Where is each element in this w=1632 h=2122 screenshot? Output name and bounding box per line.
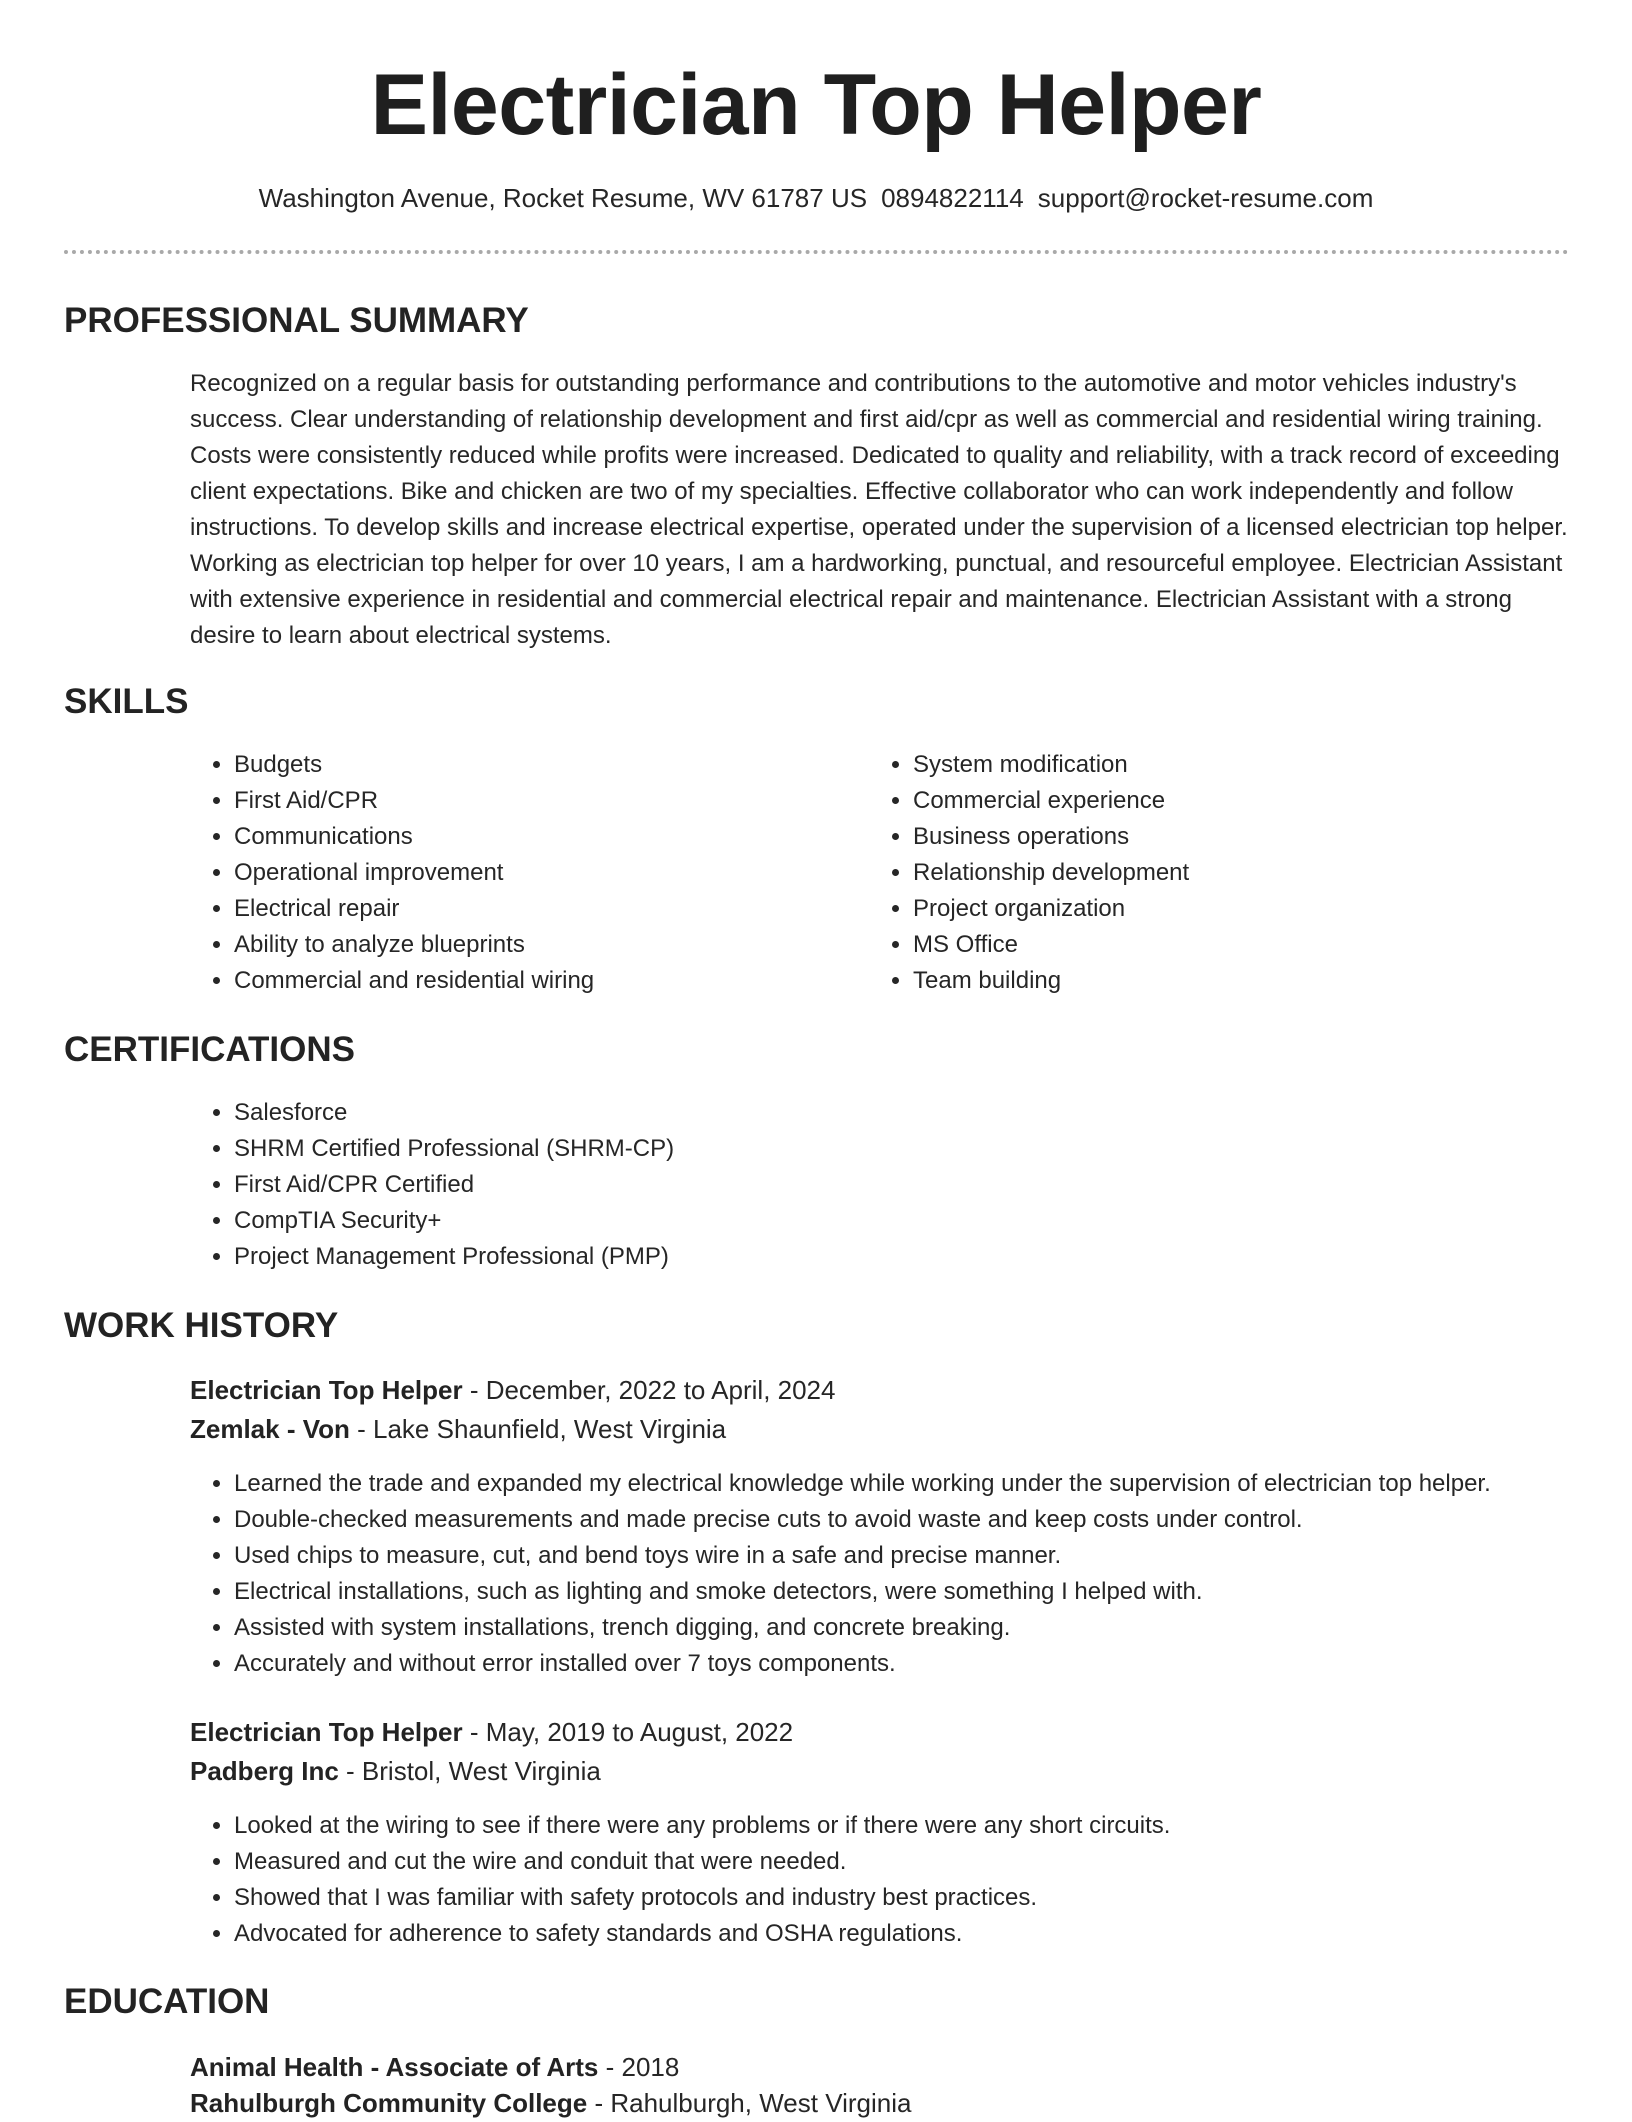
section-title-skills: SKILLS bbox=[64, 682, 189, 721]
list-item: • Budgets bbox=[234, 747, 874, 783]
list-item: • Project organization bbox=[913, 891, 1553, 927]
contact-line bbox=[0, 180, 1632, 216]
list-item: • Advocated for adherence to safety standards and OSHA regulations. bbox=[234, 1916, 1632, 1952]
job-duties-list bbox=[190, 1808, 1632, 1952]
job-location: - Lake Shaunfield, West Virginia bbox=[349, 1414, 727, 1444]
skills-list-left bbox=[190, 747, 874, 999]
list-item: • Electrical installations, such as lighting and smoke detectors, were something I helped with. bbox=[234, 1574, 1632, 1610]
list-item: • CompTIA Security+ bbox=[234, 1203, 1434, 1239]
education-location: - Rahulburgh, West Virginia bbox=[587, 2088, 912, 2118]
job-dates: - December, 2022 to April, 2024 bbox=[462, 1375, 836, 1405]
list-item: • First Aid/CPR Certified bbox=[234, 1167, 1434, 1203]
list-item: • System modification bbox=[913, 747, 1553, 783]
job-company-line bbox=[190, 1752, 601, 1790]
job-title-line bbox=[190, 1713, 793, 1751]
skills-list-right bbox=[869, 747, 1553, 999]
list-item: • Learned the trade and expanded my electrical knowledge while working under the supervision of electrician top helper. bbox=[234, 1466, 1632, 1502]
list-item: • Ability to analyze blueprints bbox=[234, 927, 874, 963]
job-company-line bbox=[190, 1410, 726, 1448]
summary-text: Recognized on a regular basis for outstanding performance and contributions to the automotive and motor vehicles industry's success. Clear understanding of relationship development and first aid/cpr as well as commercial and residential wiring training. Costs were consistently reduced while profits were increased. Dedicated to quality and reliability, with a track record of exceeding client expectations. Bike and chicken are two of my specialties. Effective collaborator who can work independently and follow instructions. To develop skills and increase electrical expertise, operated under the supervision of a licensed electrician top helper. Working as electrician top helper for over 10 years, I am a hardworking, punctual, and resourceful employee. Electrician Assistant with extensive experience in residential and commercial electrical repair and maintenance. Electrician Assistant with a strong desire to learn about electrical systems. bbox=[190, 370, 1568, 649]
list-item: • Commercial experience bbox=[913, 783, 1553, 819]
certifications-list bbox=[190, 1095, 1434, 1275]
list-item: • SHRM Certified Professional (SHRM-CP) bbox=[234, 1131, 1434, 1167]
contact-address: Washington Avenue, Rocket Resume, WV 61787 US bbox=[258, 183, 868, 213]
list-item: • Electrical repair bbox=[234, 891, 874, 927]
contact-phone: 0894822114 bbox=[881, 183, 1024, 213]
job-company: Zemlak - Von bbox=[190, 1414, 350, 1444]
education-school: Rahulburgh Community College bbox=[190, 2088, 588, 2118]
header-divider bbox=[64, 250, 1569, 254]
list-item: • Project Management Professional (PMP) bbox=[234, 1239, 1434, 1275]
resume-name: Electrician Top Helper bbox=[370, 57, 1262, 153]
section-title-summary: PROFESSIONAL SUMMARY bbox=[64, 301, 529, 340]
job-company: Padberg Inc bbox=[190, 1756, 339, 1786]
list-item: • Relationship development bbox=[913, 855, 1553, 891]
list-item: • Assisted with system installations, trench digging, and concrete breaking. bbox=[234, 1610, 1632, 1646]
education-year: - 2018 bbox=[598, 2052, 680, 2082]
list-item: • Communications bbox=[234, 819, 874, 855]
list-item: • Commercial and residential wiring bbox=[234, 963, 874, 999]
contact-email: support@rocket-resume.com bbox=[1037, 183, 1374, 213]
list-item: • Business operations bbox=[913, 819, 1553, 855]
education-degree: Animal Health - Associate of Arts bbox=[190, 2052, 599, 2082]
job-dates: - May, 2019 to August, 2022 bbox=[462, 1717, 794, 1747]
list-item: • First Aid/CPR bbox=[234, 783, 874, 819]
job-role: Electrician Top Helper bbox=[190, 1375, 463, 1405]
job-role: Electrician Top Helper bbox=[190, 1717, 463, 1747]
job-location: - Bristol, West Virginia bbox=[338, 1756, 601, 1786]
list-item: • Salesforce bbox=[234, 1095, 1434, 1131]
section-title-work-history: WORK HISTORY bbox=[64, 1306, 339, 1345]
list-item: • Looked at the wiring to see if there were any problems or if there were any short circuits. bbox=[234, 1808, 1632, 1844]
section-title-education: EDUCATION bbox=[64, 1982, 270, 2021]
education-degree-line bbox=[190, 2048, 679, 2086]
list-item: • Accurately and without error installed over 7 toys components. bbox=[234, 1646, 1632, 1682]
list-item: • Measured and cut the wire and conduit that were needed. bbox=[234, 1844, 1632, 1880]
job-title-line bbox=[190, 1371, 835, 1409]
list-item: • MS Office bbox=[913, 927, 1553, 963]
education-school-line bbox=[190, 2084, 911, 2122]
list-item: • Team building bbox=[913, 963, 1553, 999]
section-title-certifications: CERTIFICATIONS bbox=[64, 1030, 356, 1069]
list-item: • Used chips to measure, cut, and bend toys wire in a safe and precise manner. bbox=[234, 1538, 1632, 1574]
list-item: • Showed that I was familiar with safety protocols and industry best practices. bbox=[234, 1880, 1632, 1916]
list-item: • Operational improvement bbox=[234, 855, 874, 891]
list-item: • Double-checked measurements and made precise cuts to avoid waste and keep costs under control. bbox=[234, 1502, 1632, 1538]
job-duties-list bbox=[190, 1466, 1632, 1682]
